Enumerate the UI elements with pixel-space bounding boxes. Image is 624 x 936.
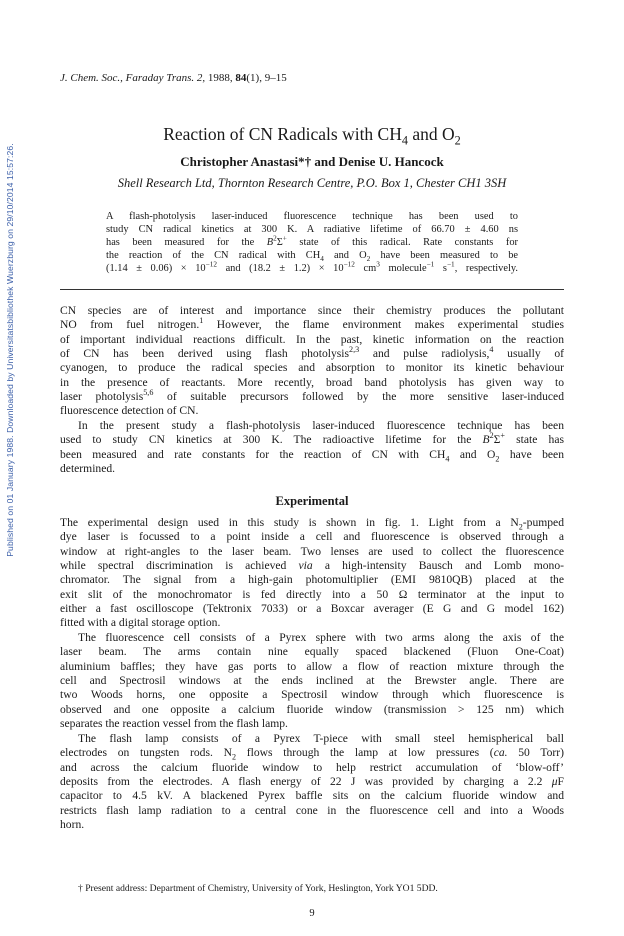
body-line: dye laser is focussed to a point inside a cell and fluorescence is observed through a: [60, 530, 564, 544]
abstract-line: $(1.14 \pm 0.06) \times 10^{-12}$ and $(18.2 \pm 1.2) \times 10^{-12}$ $cm^3$ molecule$^{-1}$ $s^{-1}$, respectively.: [106, 260, 518, 274]
body-line: either a fast oscilloscope (Tektronix 7033) or a Boxcar averager (E G and G model 162): [60, 602, 564, 616]
body-line: observed and one opposite a calcium fluoride window (transmission > 125 nm) which: [60, 702, 564, 716]
body-line: cyanogen, to produce the radical species and absorption to monitor its kinetic behaviour: [60, 361, 564, 375]
body-line: in the presence of reactants. More recently, broad band photolysis has given way to: [60, 375, 564, 389]
journal-volume: 84: [235, 72, 247, 84]
body-line: cell and Spectrosil windows at the ends inclined at the Brewster angle. There are: [60, 674, 564, 688]
body-line: laser photolysis$^{5,6}$ of suitable precursors followed by the more sensitive laser-induced: [60, 388, 564, 404]
body-line: used to study CN kinetics at 300 K. The radioactive lifetime for the $B^2\Sigma^+$ state has: [60, 431, 564, 447]
body-line: been measured and rate constants for the reaction of CN with $CH_4$ and $O_2$ have been: [60, 447, 564, 463]
journal-issue-pages: (1), 9–15: [246, 72, 287, 84]
intro-paragraph-2: [60, 419, 564, 476]
body-line: NO from fuel nitrogen.$^1$ However, the flame environment makes experimental studies: [60, 316, 564, 332]
body-line: The flash lamp consists of a Pyrex T-piece with small steel hemispherical ball: [78, 732, 564, 745]
body-line: aluminium baffles; they have gas ports to allow a flow of reaction mixture through the: [60, 659, 564, 673]
body-line: The fluorescence cell consists of a Pyrex sphere with two arms along the axis of the: [78, 631, 564, 644]
body-line: of CN has been derived using flash photolysis$^{2,3}$ and pulse radiolysis,$^4$ usually of: [60, 345, 565, 361]
body-line: restricts flash lamp radiation to a central cone in the fluorescence cell and into a Woods: [60, 803, 564, 817]
journal-year: 1988,: [207, 72, 233, 84]
body-line: window at right-angles to the laser beam. Two lenses are used to collect the fluorescence: [60, 544, 564, 558]
abstract-line: study CN radical kinetics at 300 K. A radiative lifetime of 66.70 ± 4.60 ns: [106, 224, 518, 235]
abstract-line: A flash-photolysis laser-induced fluorescence technique has been used to: [106, 211, 518, 222]
section-heading-experimental: Experimental: [275, 494, 349, 508]
experimental-paragraph-2: [60, 631, 564, 731]
author-list: Christopher Anastasi*† and Denise U. Hancock: [180, 154, 444, 169]
paper-title: Reaction of CN Radicals with $CH_4$ and $O_2$: [163, 124, 461, 148]
abstract-line: the reaction of the CN radical with $CH_4$ and $O_2$ have been measured to be: [106, 250, 519, 264]
body-line: laser beam. The arms contain nine equally spaced blackened (Fluon One-Coat): [60, 645, 564, 659]
body-line: fluorescence detection of CN.: [60, 404, 199, 418]
experimental-paragraph-1: [60, 516, 564, 631]
download-watermark-text: Published on 01 January 1988. Downloaded by Universitatsbibliothek Wuerzburg on 29/10/2014 15:57:26.: [5, 143, 15, 557]
body-line: chromator. The signal from a high-gain photomultiplier (EMI 9810QB) placed at the: [60, 573, 564, 587]
body-line: separates the reaction vessel from the flash lamp.: [60, 717, 288, 731]
body-line: of important individual reactions difficult. In the past, kinetic information on the reaction: [60, 332, 564, 346]
body-line: while spectral discrimination is achieved via a high-intensity Bausch and Lomb mono-: [60, 559, 564, 573]
body-line: CN species are of interest and importance since their chemistry produces the pollutant: [60, 304, 564, 317]
abstract: [106, 210, 518, 275]
journal-citation: [60, 72, 287, 84]
abstract-line: has been measured for the $B^2\Sigma^+$ state of this radical. Rate constants for: [106, 234, 518, 248]
body-line: deposits from the electrodes. A flash energy of 22 J was provided by charging a 2.2 μF: [60, 775, 564, 789]
experimental-paragraph-3: [60, 732, 564, 832]
abstract-divider: [60, 289, 564, 290]
body-line: determined.: [60, 462, 116, 476]
body-line: fitted with a digital storage option.: [60, 616, 221, 630]
side-watermark: [0, 0, 16, 936]
footnote: † Present address: Department of Chemistry, University of York, Heslington, York YO1 5DD.: [78, 883, 438, 894]
body-line: capacitor to 4.5 kV. A blackened Pyrex baffle sits on the calcium fluoride window and: [60, 789, 564, 803]
body-line: and across the calcium fluoride window to help restrict accumulation of ‘blow-off’: [60, 760, 564, 774]
intro-paragraph-1: [60, 304, 564, 419]
body-line: electrodes on tungsten rods. $N_2$ flows through the lamp at low pressures (ca. 50 Torr): [60, 746, 564, 762]
body-line: In the present study a flash-photolysis laser-induced fluorescence technique has been: [78, 419, 564, 432]
body-line: two Woods horns, one opposite a Spectrosil window through which fluorescence is: [60, 688, 564, 702]
body-line: The experimental design used in this study is shown in fig. 1. Light from a $N_2$-pumped: [60, 516, 564, 532]
body-line: exit slit of the monochromator is fed directly into a 50 Ω terminator at the input to: [60, 587, 564, 601]
journal-name: J. Chem. Soc., Faraday Trans. 2,: [60, 72, 206, 84]
body-line: horn.: [60, 818, 85, 832]
author-affiliation: Shell Research Ltd, Thornton Research Centre, P.O. Box 1, Chester CH1 3SH: [117, 176, 507, 190]
page-number: 9: [309, 908, 315, 919]
